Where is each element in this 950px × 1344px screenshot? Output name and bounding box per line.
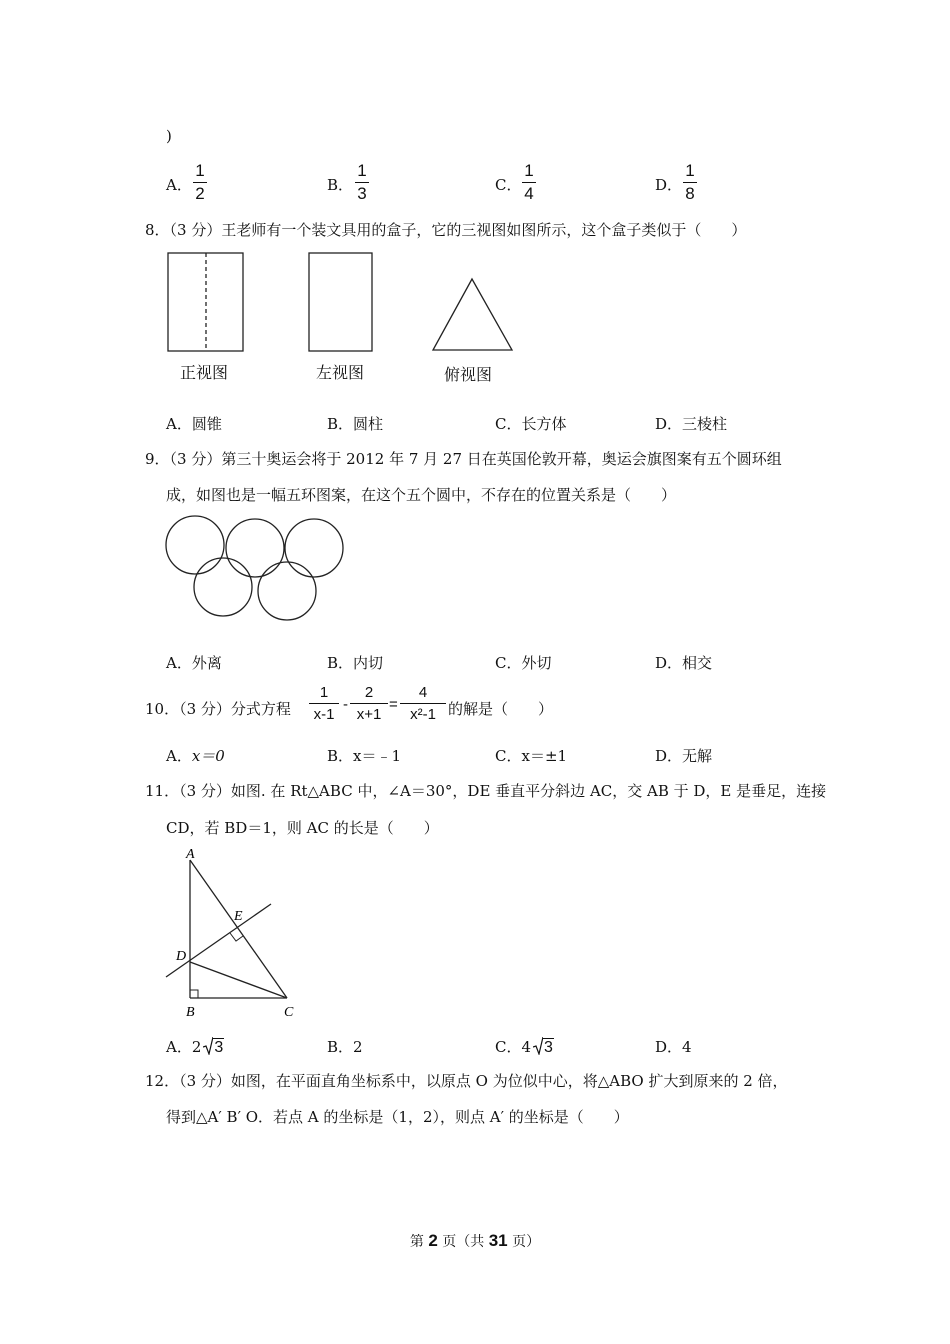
label-b: B bbox=[186, 1005, 195, 1020]
q9-option-c[interactable]: C．外切 bbox=[495, 654, 552, 672]
q7-option-c[interactable]: C． bbox=[495, 176, 522, 194]
q11-option-b[interactable]: B．2 bbox=[327, 1038, 363, 1056]
side-ac bbox=[190, 860, 287, 998]
q7-tail: ) bbox=[166, 127, 172, 145]
page-footer: 第 2 页（共 31 页） bbox=[409, 1231, 541, 1250]
q7-option-d-fraction: 1 8 bbox=[683, 162, 697, 203]
q10-option-d[interactable]: D．无解 bbox=[655, 747, 713, 765]
q7-option-a[interactable]: A． bbox=[166, 176, 192, 194]
label-a: A bbox=[186, 847, 195, 862]
ring-2 bbox=[226, 519, 284, 577]
q9-option-a[interactable]: A．外离 bbox=[166, 654, 222, 672]
label-c: C bbox=[284, 1005, 294, 1020]
q10-fraction-1: 1 x-1 bbox=[309, 684, 339, 723]
caption-front-view: 正视图 bbox=[180, 363, 229, 382]
q12-stem-line1: 12．（3 分）如图，在平面直角坐标系中，以原点 O 为位似中心，将△ABO 扩大到原来的 2 倍， bbox=[145, 1072, 788, 1090]
caption-top-view: 俯视图 bbox=[444, 365, 493, 384]
q12-stem-line2: 得到△A′ B′ O．若点 A 的坐标是（1，2），则点 A′ 的坐标是（ ） bbox=[166, 1108, 629, 1126]
q11-option-a[interactable]: A．2 3 bbox=[166, 1038, 224, 1056]
q9-stem-line2: 成，如图也是一幅五环图案，在这个五个圆中，不存在的位置关系是（ ） bbox=[166, 486, 677, 504]
q7-option-c-fraction: 1 4 bbox=[522, 162, 536, 203]
ring-4 bbox=[194, 558, 252, 616]
q9-option-b[interactable]: B．内切 bbox=[327, 654, 384, 672]
q10-fraction-2: 2 x+1 bbox=[350, 684, 388, 723]
q8-option-c[interactable]: C．长方体 bbox=[495, 415, 567, 433]
line-cd bbox=[190, 962, 287, 998]
sqrt-icon: 3 bbox=[203, 1037, 224, 1057]
q10-equals: = bbox=[389, 696, 398, 713]
q10-minus: - bbox=[343, 696, 348, 713]
q11-option-d[interactable]: D．4 bbox=[655, 1038, 692, 1056]
q10-option-a[interactable]: A．x＝0 bbox=[166, 747, 225, 765]
top-view-triangle bbox=[433, 279, 512, 350]
label-d: D bbox=[176, 949, 187, 964]
ring-1 bbox=[166, 516, 224, 574]
label-e: E bbox=[234, 909, 243, 924]
ring-5 bbox=[258, 562, 316, 620]
q9-option-d[interactable]: D．相交 bbox=[655, 654, 713, 672]
q7-option-b-fraction: 1 3 bbox=[355, 162, 369, 203]
caption-left-view: 左视图 bbox=[316, 363, 365, 382]
line-de-bisector bbox=[166, 904, 271, 977]
q10-suffix: 的解是（ ） bbox=[448, 700, 554, 718]
right-angle-b bbox=[190, 990, 198, 998]
q11-triangle-figure bbox=[160, 842, 310, 1022]
q8-option-d[interactable]: D．三棱柱 bbox=[655, 415, 728, 433]
q7-option-a-fraction: 1 2 bbox=[193, 162, 207, 203]
right-angle-e bbox=[230, 933, 243, 941]
q10-prefix: 10．（3 分）分式方程 bbox=[145, 700, 291, 718]
q11-option-c[interactable]: C．4 3 bbox=[495, 1038, 553, 1056]
q8-option-b[interactable]: B．圆柱 bbox=[327, 415, 384, 433]
q7-option-b[interactable]: B． bbox=[327, 176, 354, 194]
q8-stem: 8．（3 分）王老师有一个装文具用的盒子，它的三视图如图所示，这个盒子类似于（ ） bbox=[145, 221, 747, 239]
sqrt-icon: 3 bbox=[533, 1037, 554, 1057]
q11-stem-line1: 11．（3 分）如图. 在 Rt△ABC 中，∠A＝30°，DE 垂直平分斜边 AC，交 AB 于 D，E 是垂足，连接 bbox=[145, 782, 827, 800]
q9-stem-line1: 9．（3 分）第三十奥运会将于 2012 年 7 月 27 日在英国伦敦开幕，奥运会旗图案有五个圆环组 bbox=[145, 450, 782, 468]
q8-option-a[interactable]: A．圆锥 bbox=[166, 415, 222, 433]
q10-fraction-3: 4 x²-1 bbox=[400, 684, 446, 723]
q10-option-b[interactable]: B．x＝﹣1 bbox=[327, 747, 402, 765]
ring-3 bbox=[285, 519, 343, 577]
q11-stem-line2: CD，若 BD＝1，则 AC 的长是（ ） bbox=[166, 819, 439, 837]
left-view-rect bbox=[309, 253, 372, 351]
q10-option-c[interactable]: C．x＝±1 bbox=[495, 747, 568, 765]
q7-option-d[interactable]: D． bbox=[655, 176, 683, 194]
q9-five-rings-figure bbox=[160, 510, 360, 630]
